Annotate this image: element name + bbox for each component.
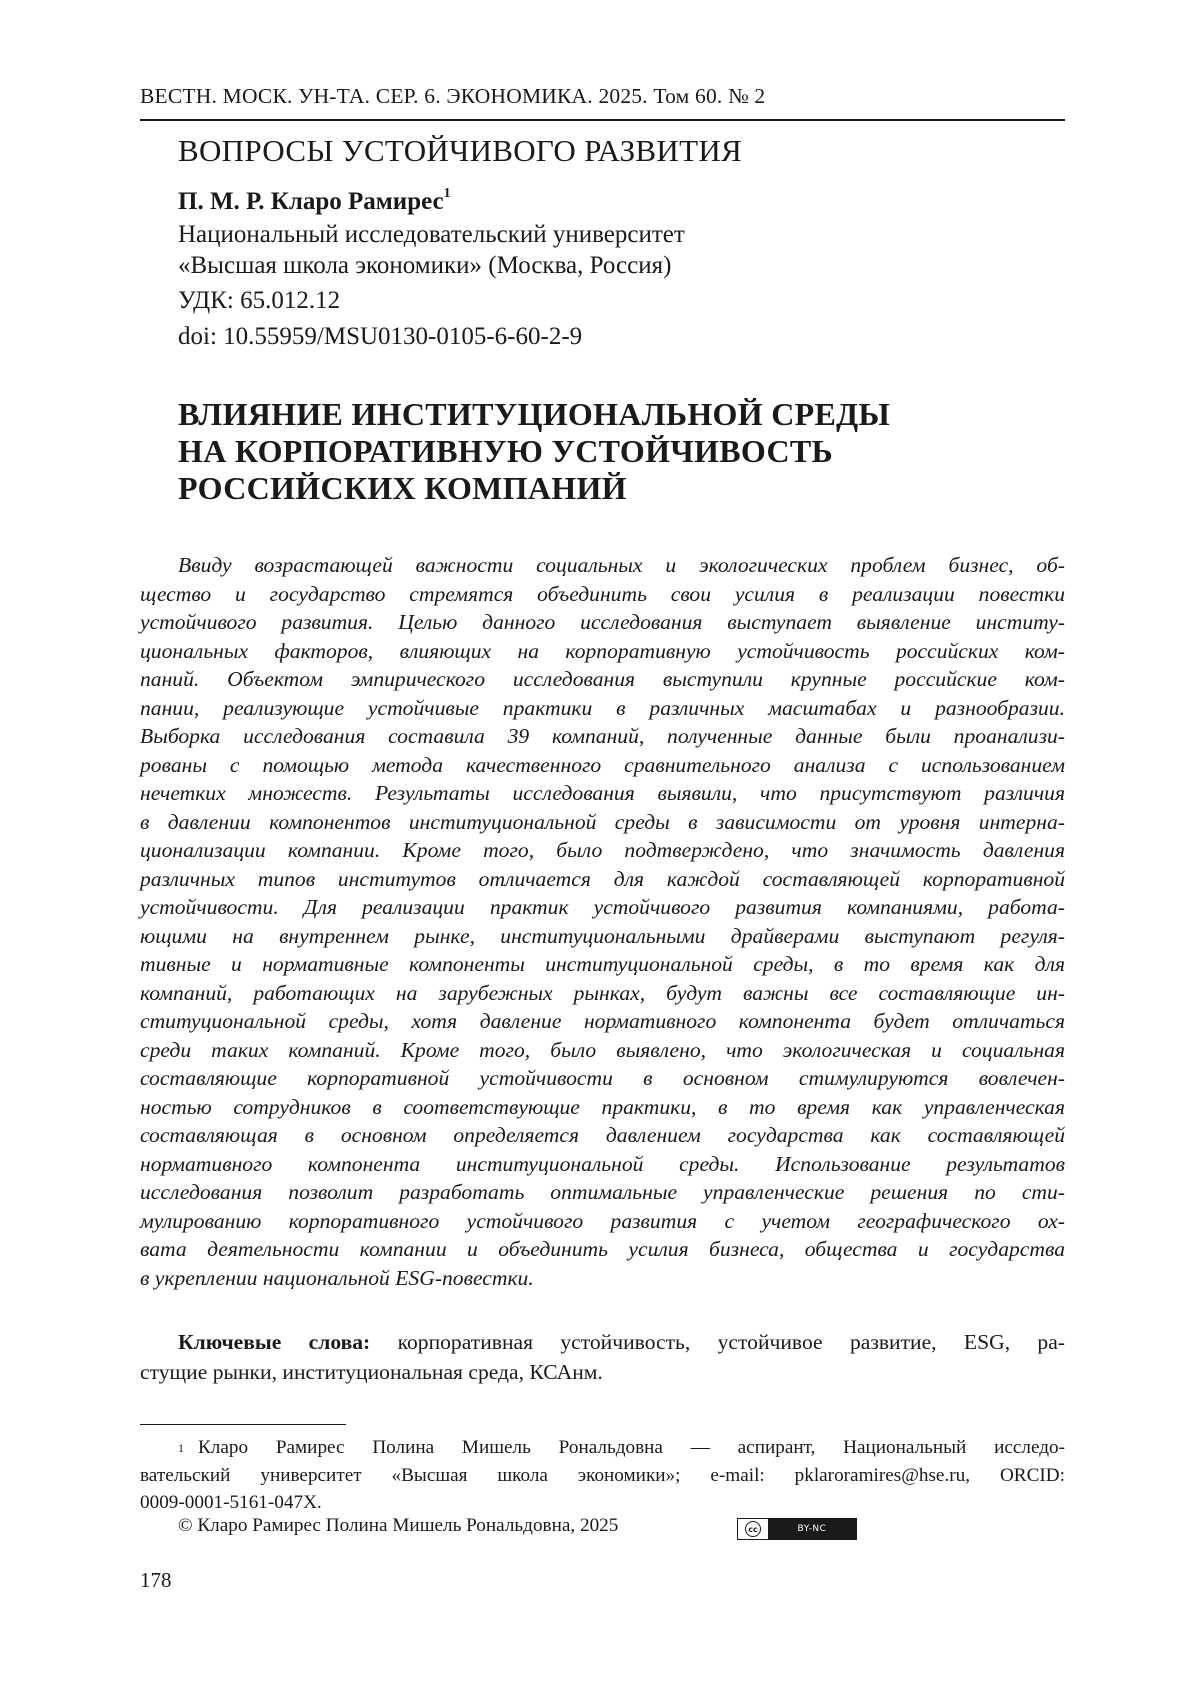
keywords-line: стущие рынки, институциональная среда, КСАнм. <box>140 1360 603 1384</box>
footnote-line[interactable]: вательский университет «Высшая школа экономики»; e-mail: pklaroramires@hse.ru, ORCID: <box>140 1464 1065 1486</box>
title-line: НА КОРПОРАТИВНУЮ УСТОЙЧИВОСТЬ <box>178 433 833 469</box>
abstract-line: в давлении компонентов институциональной среды в зависимости от уровня интерна- <box>140 809 1065 834</box>
abstract-line: ционализации компании. Кроме того, было подтверждено, что значимость давления <box>140 838 1065 862</box>
affiliation-line: «Высшая школа экономики» (Москва, Россия) <box>178 252 672 279</box>
abstract-line: тивные и нормативные компоненты институциональной среды, в то время как для <box>140 952 1065 976</box>
title-line: ВЛИЯНИЕ ИНСТИТУЦИОНАЛЬНОЙ СРЕДЫ <box>178 396 891 432</box>
udc-code: УДК: 65.012.12 <box>178 287 341 314</box>
article-title <box>178 396 890 507</box>
abstract-line: ющими на внутреннем рынке, институциональными драйверами выступают регуля- <box>140 923 1065 948</box>
abstract-line: среди таких компаний. Кроме того, было выявлено, что экологическая и социальная <box>140 1037 1065 1062</box>
abstract-line: мулированию корпоративного устойчивого развития с учетом географического ох- <box>140 1208 1065 1233</box>
abstract-line: пании, реализующие устойчивые практики в различных масштабах и разнообразии. <box>140 695 1065 720</box>
footnote-line <box>140 1434 1065 1462</box>
footnote-line: 0009-0001-5161-047X. <box>140 1492 322 1513</box>
abstract-line: устойчивого развития. Целью данного исследования выступает выявление институ- <box>140 610 1065 634</box>
footnote-mark: 1 <box>178 1441 184 1455</box>
running-head: ВЕСТН. МОСК. УН-ТА. СЕР. 6. ЭКОНОМИКА. 2025. Том 60. № 2 <box>140 84 766 108</box>
affiliation <box>178 219 685 281</box>
abstract-line: устойчивости. Для реализации практик устойчивого развития компаниями, работа- <box>140 895 1065 919</box>
abstract-line: нормативного компонента институциональной среды. Использование результатов <box>140 1151 1065 1176</box>
abstract-line: нечетких множеств. Результаты исследования выявили, что присутствуют различия <box>140 781 1065 805</box>
abstract-line: циональных факторов, влияющих на корпоративную устойчивость российских ком- <box>140 638 1065 663</box>
license-label: BY-NC <box>797 1524 827 1534</box>
doi[interactable]: doi: 10.55959/MSU0130-0105-6-60-2-9 <box>178 323 583 350</box>
abstract-line: в укреплении национальной ESG-повестки. <box>140 1265 534 1290</box>
abstract-line: Ввиду возрастающей важности социальных и экологических проблем бизнес, об- <box>178 553 1065 577</box>
keywords-label: Ключевые слова: <box>178 1330 371 1354</box>
author-name <box>178 188 451 216</box>
abstract <box>140 551 1065 1292</box>
footnote-text: Кларо Рамирес Полина Мишель Рональдовна — аспирант, Национальный исследо- <box>198 1437 1065 1458</box>
abstract-line: различных типов институтов отличается для каждой составляющей корпоративной <box>140 866 1065 891</box>
abstract-line: ституциональной среды, хотя давление нормативного компонента будет отличаться <box>140 1009 1065 1033</box>
keywords-text: корпоративная устойчивость, устойчивое развитие, ESG, ра- <box>397 1330 1065 1354</box>
cc-license-icon: cc <box>738 1519 768 1539</box>
abstract-line: составляющая в основном определяется давлением государства как составляющей <box>140 1123 1065 1147</box>
section-heading: ВОПРОСЫ УСТОЙЧИВОГО РАЗВИТИЯ <box>178 133 742 168</box>
footnote <box>140 1434 1065 1517</box>
abstract-line: щество и государство стремятся объединить свои усилия в реализации повестки <box>140 581 1065 606</box>
author-footnote-mark[interactable]: 1 <box>443 186 451 201</box>
keywords-line <box>140 1327 1065 1357</box>
affiliation-line: Национальный исследовательский университет <box>178 221 685 248</box>
abstract-line: рованы с помощью метода качественного сравнительного анализа с использованием <box>140 752 1065 777</box>
abstract-line: ностью сотрудников в соответствующие практики, в то время как управленческая <box>140 1094 1065 1119</box>
header-rule <box>140 119 1065 121</box>
page-number: 178 <box>140 1568 172 1592</box>
abstract-line: компаний, работающих на зарубежных рынках, будут важны все составляющие ин- <box>140 980 1065 1005</box>
abstract-line: составляющие корпоративной устойчивости в основном стимулируются вовлечен- <box>140 1066 1065 1090</box>
title-line: РОССИЙСКИХ КОМПАНИЙ <box>178 470 627 506</box>
abstract-line: паний. Объектом эмпирического исследования выступили крупные российские ком- <box>140 667 1065 691</box>
keywords <box>140 1327 1065 1387</box>
footnote-rule <box>140 1424 346 1425</box>
cc-license-badge[interactable] <box>737 1518 857 1540</box>
abstract-line: исследования позволит разработать оптимальные управленческие решения по сти- <box>140 1180 1065 1204</box>
author-name-text: П. М. Р. Кларо Рамирес <box>178 188 444 215</box>
abstract-line: вата деятельности компании и объединить усилия бизнеса, общества и государства <box>140 1237 1065 1261</box>
abstract-line: Выборка исследования составила 39 компаний, полученные данные были проанализи- <box>140 724 1065 748</box>
copyright-notice: © Кларо Рамирес Полина Мишель Рональдовна, 2025 <box>178 1515 619 1536</box>
